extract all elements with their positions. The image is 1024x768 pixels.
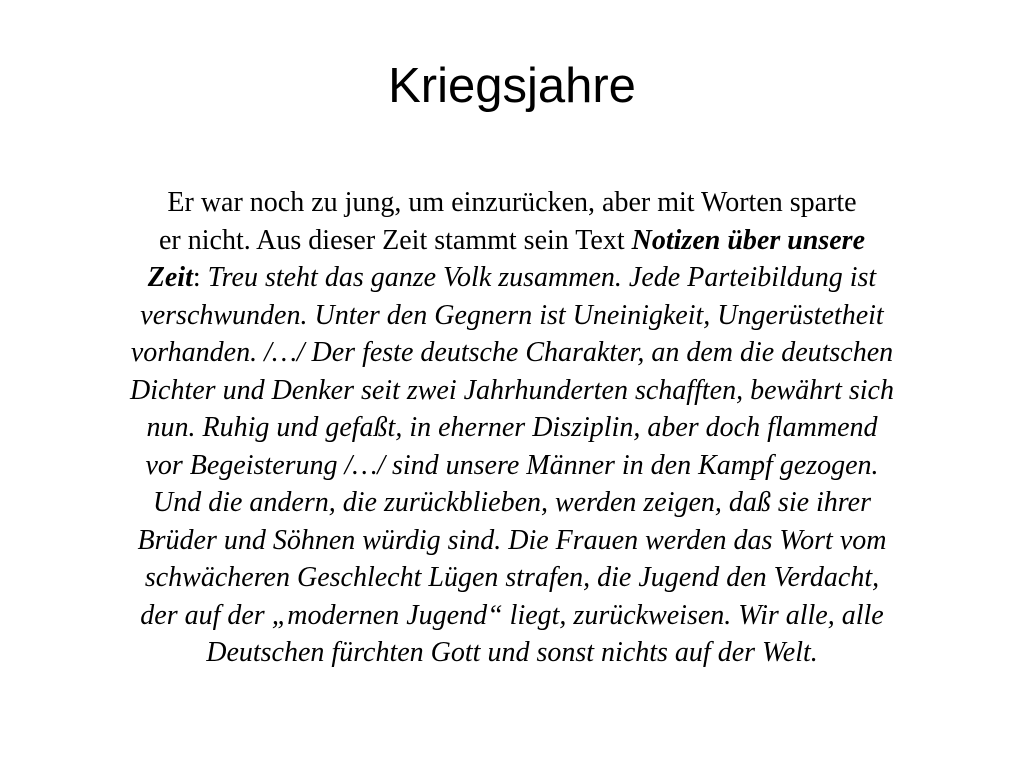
body-line xyxy=(30,634,994,672)
body-text-run: vor Begeisterung /…/ sind unsere Männer in den Kampf gezogen. xyxy=(145,449,879,481)
body-text-run: nun. Ruhig und gefaßt, in eherner Disziplin, aber doch flammend xyxy=(146,412,878,443)
body-text-run: schwächeren Geschlecht Lügen strafen, die Jugend den Verdacht, xyxy=(144,562,880,593)
body-text-run: vorhanden. /…/ Der feste deutsche Charakter, an dem die deutschen xyxy=(130,337,894,368)
body-text-run: : xyxy=(192,262,208,293)
slide-body-text xyxy=(30,184,994,672)
body-line xyxy=(30,447,994,485)
body-text-run: verschwunden. Unter den Gegnern ist Uneinigkeit, Ungerüstetheit xyxy=(140,299,884,331)
body-text-run: Und die andern, die zurückblieben, werden zeigen, daß sie ihrer xyxy=(152,487,871,518)
body-text-run: Er war noch zu jung, um einzurücken, aber mit Worten sparte xyxy=(167,187,857,218)
slide-title: Kriegsjahre xyxy=(388,59,636,113)
body-text-run: Deutschen fürchten Gott und sonst nichts auf der Welt. xyxy=(206,637,818,668)
body-text-run: der auf der „modernen Jugend“ liegt, zurückweisen. Wir alle, alle xyxy=(140,599,884,631)
body-line xyxy=(30,334,994,372)
body-text-run: Treu steht das ganze Volk zusammen. Jede Parteibildung ist xyxy=(207,262,877,293)
body-line xyxy=(30,597,994,635)
body-line xyxy=(30,297,994,335)
body-line xyxy=(30,184,994,222)
body-line xyxy=(30,522,994,560)
body-line xyxy=(30,259,994,297)
body-line xyxy=(30,409,994,447)
body-line xyxy=(30,222,994,260)
emphasized-title-text: Notizen über unsere xyxy=(631,224,866,256)
emphasized-title-text: Zeit xyxy=(147,262,193,293)
body-text-run: er nicht. Aus dieser Zeit stammt sein Text xyxy=(158,224,632,256)
body-text-run: Dichter und Denker seit zwei Jahrhunderten schafften, bewährt sich xyxy=(130,374,894,406)
body-line xyxy=(30,559,994,597)
body-line xyxy=(30,372,994,410)
body-text-run: Brüder und Söhnen würdig sind. Die Frauen werden das Wort vom xyxy=(137,524,887,556)
body-line xyxy=(30,484,994,522)
